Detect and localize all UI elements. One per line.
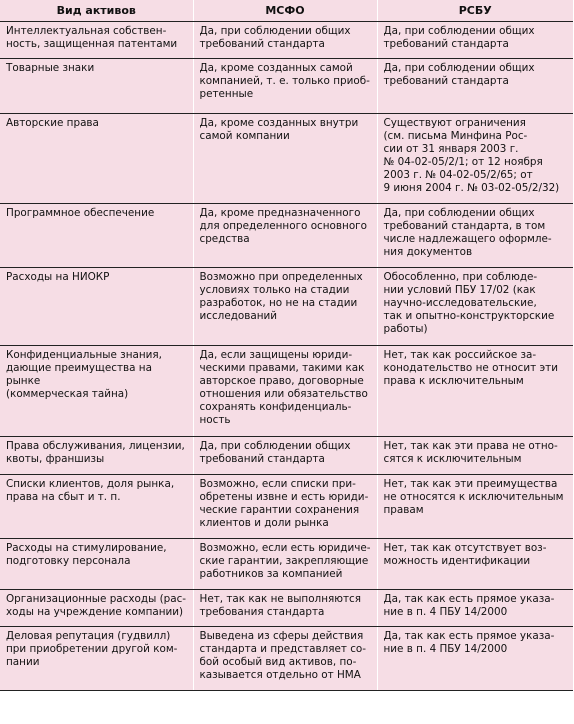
ifrs-cell bbox=[193, 22, 377, 59]
asset-cell bbox=[0, 114, 193, 204]
asset-text: Расходы на НИОКР bbox=[6, 271, 110, 283]
ifrs-text: Да, кроме созданных самой компанией, т. е. только приоб- ретенные bbox=[199, 62, 370, 101]
ifrs-cell bbox=[193, 114, 377, 204]
asset-cell bbox=[0, 590, 193, 627]
ifrs-text: Возможно, если есть юридиче- ские гарантии, закрепляющие работников за компанией bbox=[199, 542, 371, 581]
asset-cell bbox=[0, 346, 193, 437]
asset-cell bbox=[0, 22, 193, 59]
ras-cell bbox=[377, 346, 573, 437]
ras-text: Да, при соблюдении общих требований стандарта bbox=[383, 25, 535, 51]
table-header bbox=[0, 0, 573, 22]
ifrs-cell bbox=[193, 346, 377, 437]
ras-cell bbox=[377, 22, 573, 59]
ras-text: Да, так как есть прямое указа- ние в п. 4 ПБУ 14/2000 bbox=[383, 630, 555, 656]
asset-text: Деловая репутация (гудвилл) при приобретении другой ком- пании bbox=[6, 630, 178, 669]
asset-text: Организационные расходы (рас- ходы на учреждение компании) bbox=[6, 593, 187, 619]
ifrs-text: Возможно, если списки при- обретены извне и есть юриди- ческие гарантии сохранения клиентов и доли рынка bbox=[199, 478, 369, 530]
ras-text: Нет, так как российское за- конодательство не относит эти права к исключительным bbox=[383, 349, 558, 388]
ras-cell bbox=[377, 204, 573, 268]
ras-cell bbox=[377, 114, 573, 204]
ifrs-text: Да, кроме созданных внутри самой компании bbox=[199, 117, 359, 143]
ifrs-cell bbox=[193, 437, 377, 475]
table-row bbox=[0, 590, 573, 627]
ras-text: Нет, так как эти права не отно- сятся к исключительным bbox=[383, 440, 558, 466]
ras-text: Да, при соблюдении общих требований стандарта bbox=[383, 62, 535, 88]
table-row bbox=[0, 268, 573, 346]
ras-cell bbox=[377, 539, 573, 590]
asset-cell bbox=[0, 59, 193, 114]
ifrs-text: Возможно при определенных условиях только на стадии разработок, но не на стадии исследований bbox=[199, 271, 363, 323]
table-row bbox=[0, 627, 573, 691]
asset-cell bbox=[0, 475, 193, 539]
table-row bbox=[0, 114, 573, 204]
ras-cell bbox=[377, 437, 573, 475]
table-row bbox=[0, 204, 573, 268]
ifrs-cell bbox=[193, 204, 377, 268]
asset-text: Права обслуживания, лицензии, квоты, франшизы bbox=[6, 440, 185, 466]
table-row bbox=[0, 22, 573, 59]
column-header-ifrs: МСФО bbox=[193, 0, 377, 22]
ifrs-cell bbox=[193, 590, 377, 627]
asset-text: Товарные знаки bbox=[6, 62, 95, 74]
asset-cell bbox=[0, 204, 193, 268]
asset-text: Конфиденциальные знания, дающие преимущества на рынке (коммерческая тайна) bbox=[6, 349, 162, 401]
asset-cell bbox=[0, 539, 193, 590]
asset-cell bbox=[0, 627, 193, 691]
ifrs-text: Да, при соблюдении общих требований стандарта bbox=[199, 25, 351, 51]
ras-text: Существуют ограничения (см. письма Минфина Рос- сии от 31 января 2003 г. № 04-02-05/2/1; от 12 ноября 2003 г. № 04-02-05/2/65; от 9 июня 2004 г. № 03-02-05/2/32) bbox=[383, 117, 560, 195]
ifrs-text: Нет, так как не выполняются требования стандарта bbox=[199, 593, 362, 619]
table-row bbox=[0, 437, 573, 475]
ifrs-text: Да, при соблюдении общих требований стандарта bbox=[199, 440, 351, 466]
ifrs-text: Выведена из сферы действия стандарта и представляет со- бой особый вид активов, по- казывается отдельно от НМА bbox=[199, 630, 367, 682]
ifrs-cell bbox=[193, 268, 377, 346]
ifrs-text: Да, если защищены юриди- ческими правами, такими как авторское право, договорные отношения или обязательство сохранять конфиденциаль- ность bbox=[199, 349, 368, 427]
ifrs-cell bbox=[193, 59, 377, 114]
column-header-ras: РСБУ bbox=[377, 0, 573, 22]
ras-cell bbox=[377, 627, 573, 691]
ifrs-text: Да, кроме предназначенного для определенного основного средства bbox=[199, 207, 368, 246]
asset-text: Расходы на стимулирование, подготовку персонала bbox=[6, 542, 167, 568]
table-row bbox=[0, 59, 573, 114]
table-body bbox=[0, 22, 573, 691]
ras-cell bbox=[377, 59, 573, 114]
ras-cell bbox=[377, 590, 573, 627]
ras-cell bbox=[377, 475, 573, 539]
ras-text: Да, при соблюдении общих требований стандарта, в том числе надлежащего оформле- ния документов bbox=[383, 207, 552, 259]
asset-text: Списки клиентов, доля рынка, права на сбыт и т. п. bbox=[6, 478, 175, 504]
asset-text: Программное обеспечение bbox=[6, 207, 155, 219]
asset-cell bbox=[0, 268, 193, 346]
asset-text: Интеллектуальная собствен- ность, защищенная патентами bbox=[6, 25, 178, 51]
ifrs-cell bbox=[193, 475, 377, 539]
ras-cell bbox=[377, 268, 573, 346]
asset-text: Авторские права bbox=[6, 117, 99, 129]
ras-text: Обособленно, при соблюде- нии условий ПБУ 17/02 (как научно-исследовательские, так и опытно-конструкторские работы) bbox=[383, 271, 555, 336]
table-row bbox=[0, 475, 573, 539]
ras-text: Да, так как есть прямое указа- ние в п. 4 ПБУ 14/2000 bbox=[383, 593, 555, 619]
ifrs-cell bbox=[193, 627, 377, 691]
table-row bbox=[0, 346, 573, 437]
ras-text: Нет, так как отсутствует воз- можность идентификации bbox=[383, 542, 547, 568]
ras-text: Нет, так как эти преимущества не относятся к исключительным правам bbox=[383, 478, 564, 517]
header-row bbox=[0, 0, 573, 22]
asset-cell bbox=[0, 437, 193, 475]
table-row bbox=[0, 539, 573, 590]
ifrs-cell bbox=[193, 539, 377, 590]
column-header-asset-type: Вид активов bbox=[0, 0, 193, 22]
